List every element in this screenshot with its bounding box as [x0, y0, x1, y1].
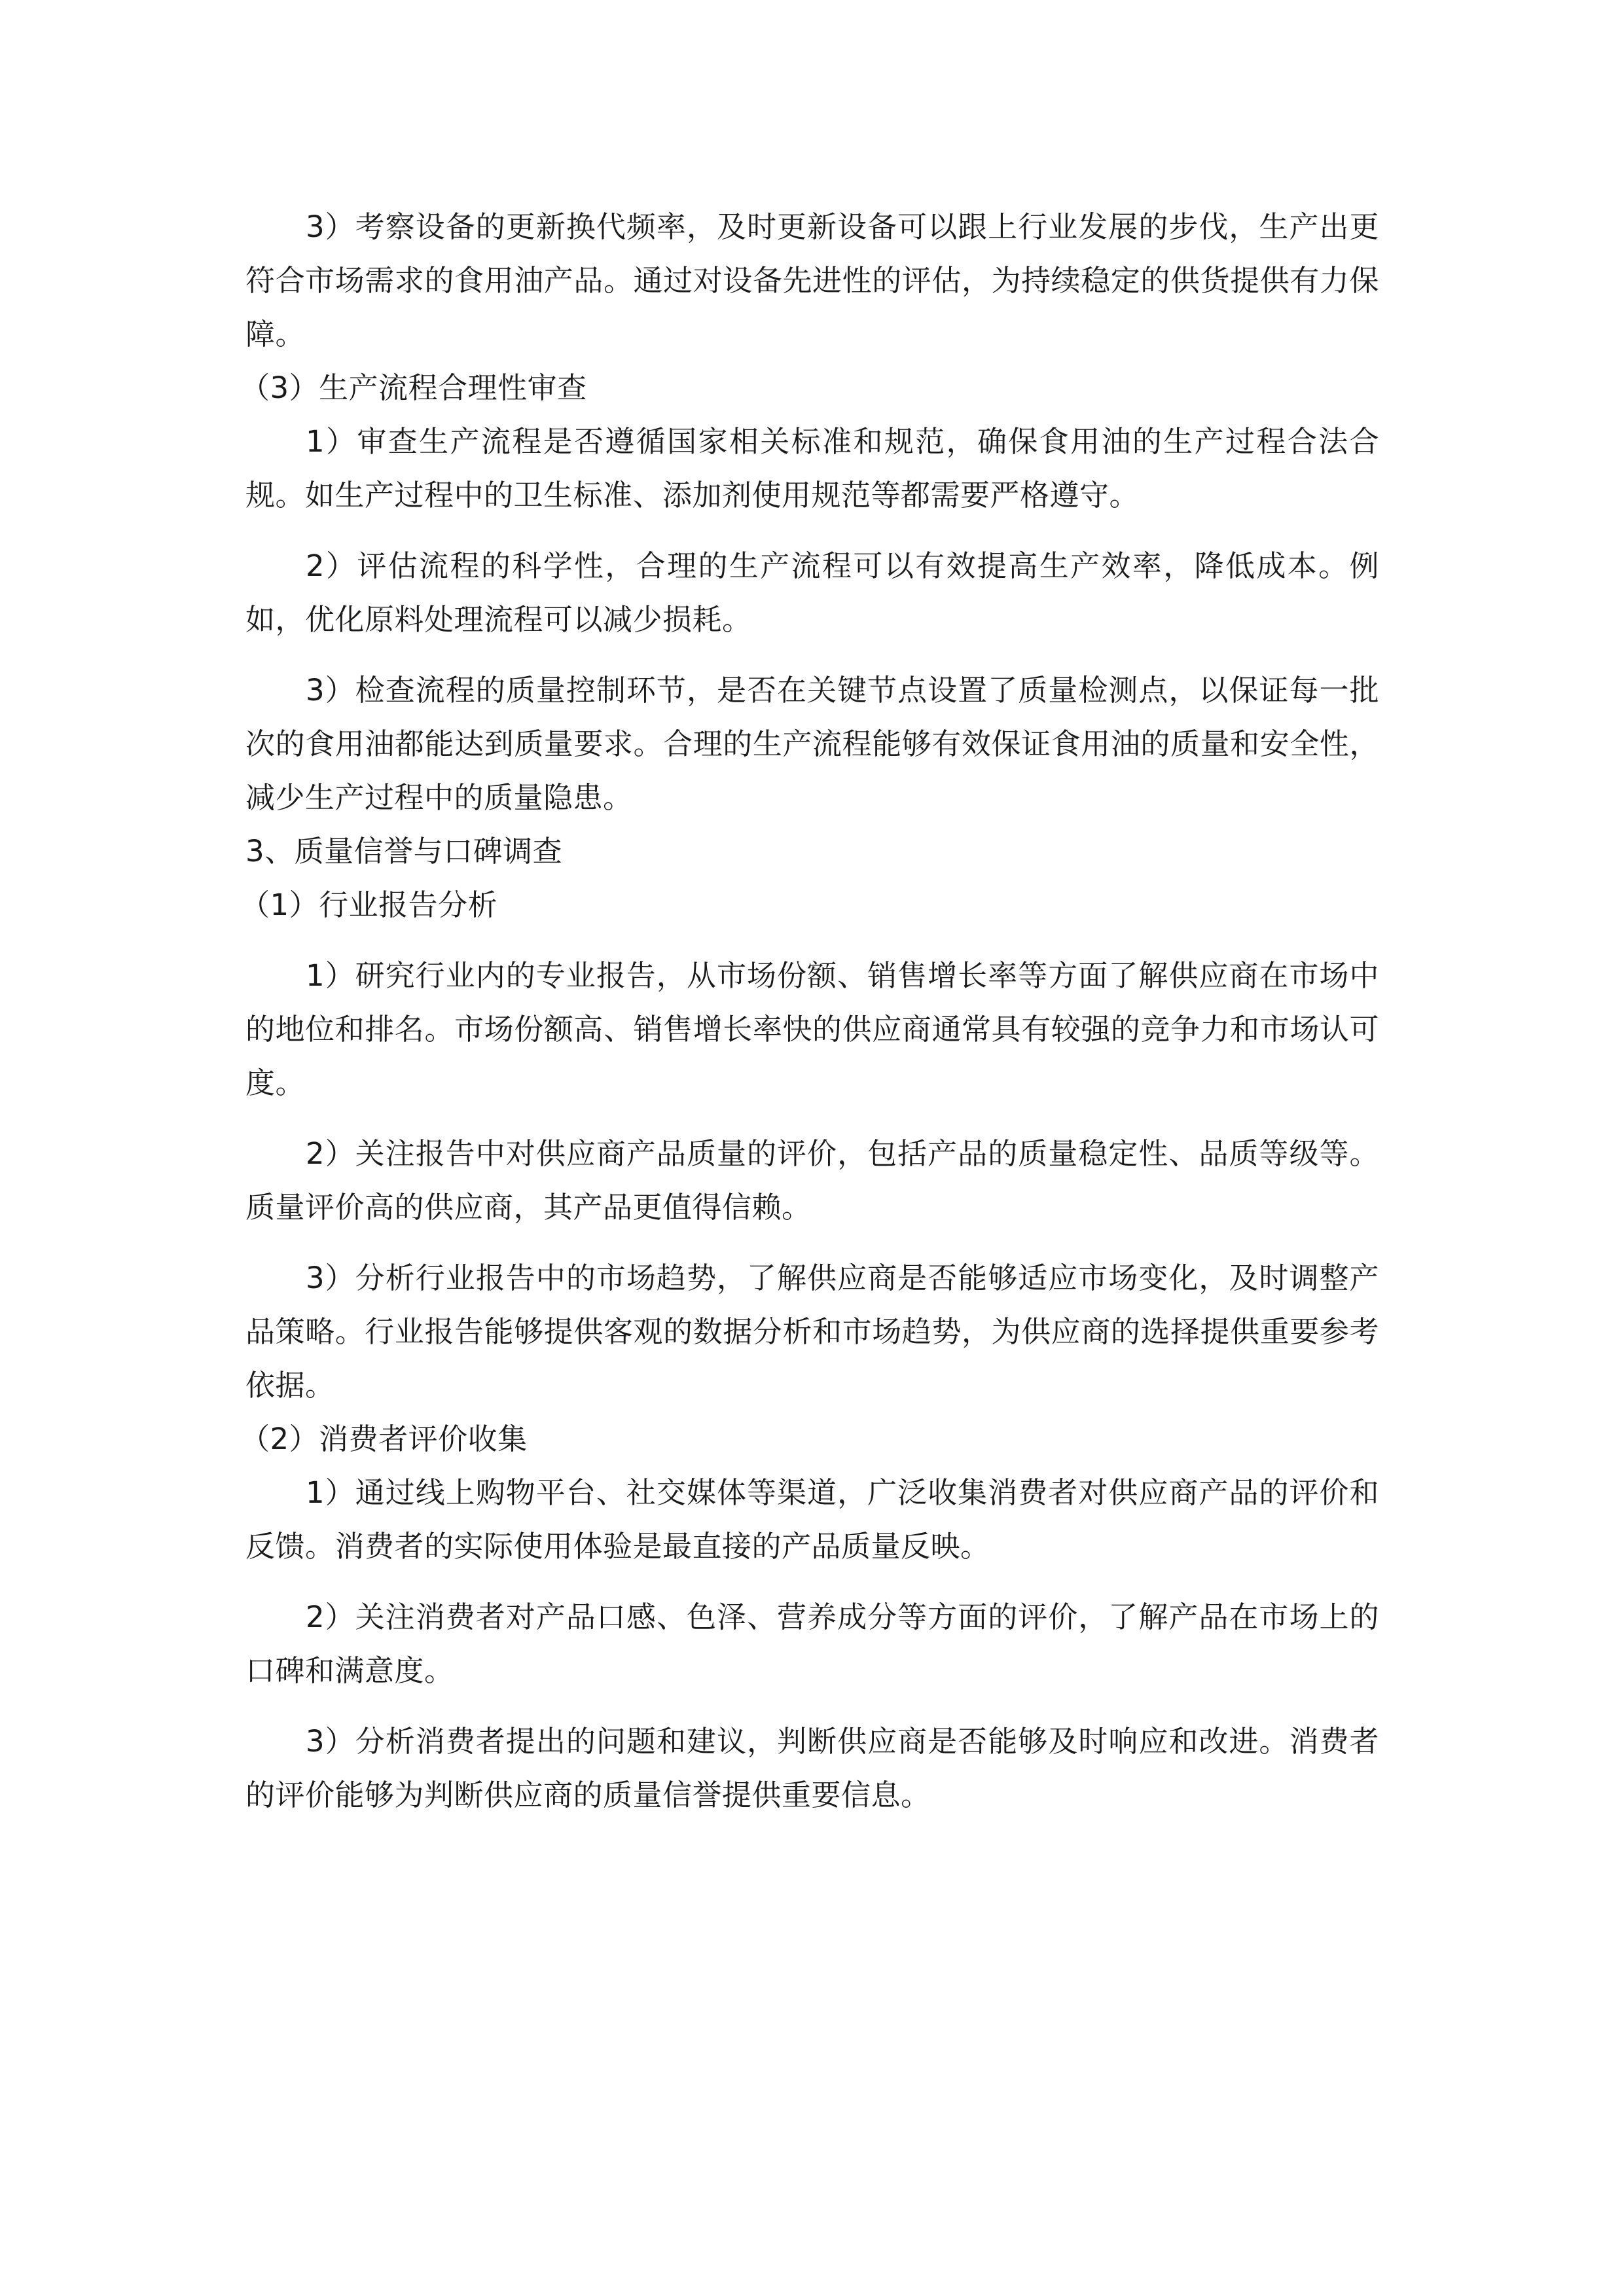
paragraph-quality-control: 3）检查流程的质量控制环节，是否在关键节点设置了质量检测点，以保证每一批次的食用油都能达到质量要求。合理的生产流程能够有效保证食用油的质量和安全性，减少生产过程中的质量隐患。 [245, 673, 1379, 815]
heading-consumer-feedback: （2）消费者评价收集 [240, 1422, 528, 1456]
document-body [240, 200, 1379, 1822]
heading-industry-report: （1）行业报告分析 [240, 888, 498, 922]
paragraph-process-science: 2）评估流程的科学性，合理的生产流程可以有效提高生产效率，降低成本。例如，优化原料处理流程可以减少损耗。 [245, 548, 1379, 637]
paragraph-market-trend: 3）分析行业报告中的市场趋势，了解供应商是否能够适应市场变化，及时调整产品策略。行业报告能够提供客观的数据分析和市场趋势，为供应商的选择提供重要参考依据。 [245, 1261, 1379, 1403]
paragraph-market-share: 1）研究行业内的专业报告，从市场份额、销售增长率等方面了解供应商在市场中的地位和排名。市场份额高、销售增长率快的供应商通常具有较强的竞争力和市场认可度。 [245, 958, 1379, 1100]
heading-reputation-survey: 3、质量信誉与口碑调查 [245, 834, 563, 869]
paragraph-equipment-update: 3）考察设备的更新换代频率，及时更新设备可以跟上行业发展的步伐，生产出更符合市场需求的食用油产品。通过对设备先进性的评估，为持续稳定的供货提供有力保障。 [245, 209, 1379, 351]
paragraph-taste-evaluation: 2）关注消费者对产品口感、色泽、营养成分等方面的评价，了解产品在市场上的口碑和满意度。 [245, 1600, 1379, 1688]
paragraph-process-compliance: 1）审查生产流程是否遵循国家相关标准和规范，确保食用油的生产过程合法合规。如生产过程中的卫生标准、添加剂使用规范等都需要严格遵守。 [245, 424, 1379, 512]
paragraph-consumer-issues: 3）分析消费者提出的问题和建议，判断供应商是否能够及时响应和改进。消费者的评价能够为判断供应商的质量信誉提供重要信息。 [245, 1724, 1379, 1812]
heading-production-process-review: （3）生产流程合理性审查 [240, 370, 587, 405]
paragraph-online-feedback: 1）通过线上购物平台、社交媒体等渠道，广泛收集消费者对供应商产品的评价和反馈。消费者的实际使用体验是最直接的产品质量反映。 [245, 1475, 1379, 1564]
paragraph-quality-evaluation: 2）关注报告中对供应商产品质量的评价，包括产品的质量稳定性、品质等级等。质量评价高的供应商，其产品更值得信赖。 [245, 1136, 1379, 1225]
